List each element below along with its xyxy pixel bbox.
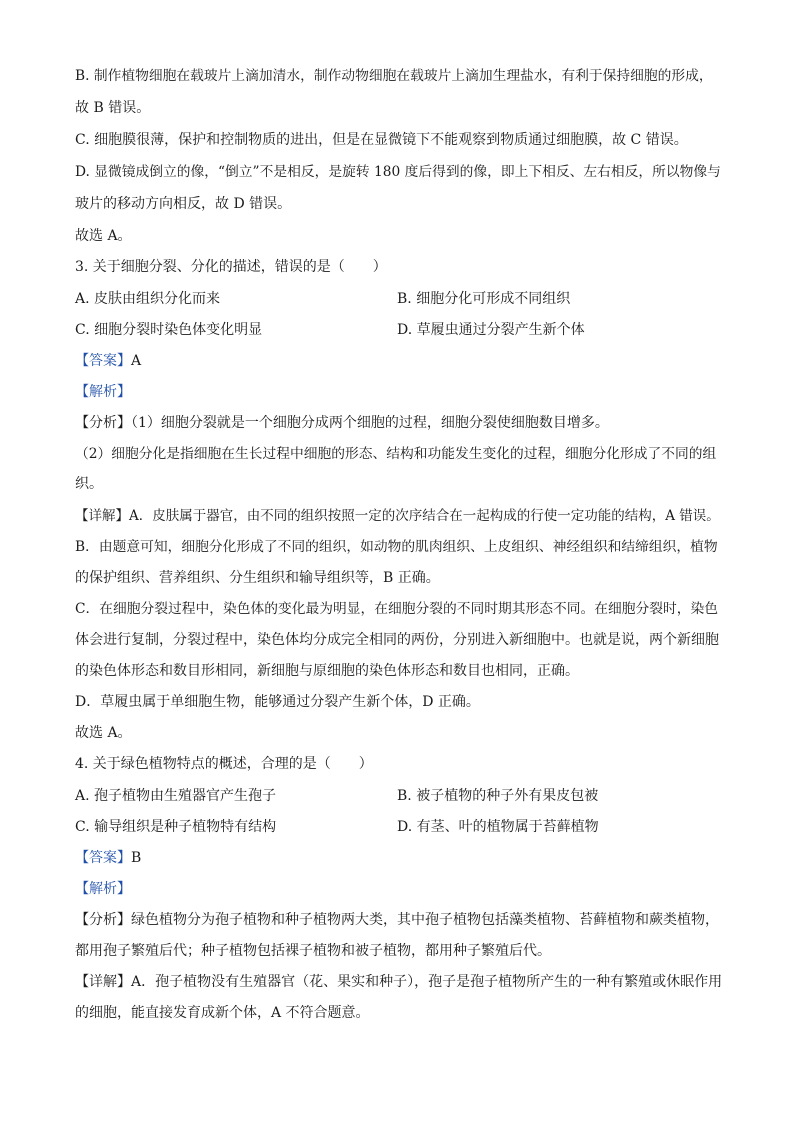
q3-detail-c3: 的染色体形态和数目形相同，新细胞与原细胞的染色体形态和数目也相同，正确。 [75,663,579,679]
q3-option-c: C. 细胞分裂时染色体变化明显 [75,322,263,338]
q3-option-a: A. 皮肤由组织分化而来 [75,291,221,307]
answer-tag: 【答案】 [75,353,131,369]
text-line: B. 制作植物细胞在载玻片上滴加清水，制作动物细胞在载玻片上滴加生理盐水，有利于保持细胞的形成， [75,68,713,84]
q3-fenxi-1 [75,413,609,433]
q3-detail-b2: 的保护组织、营养组织、分生组织和输导组织等，B 正确。 [75,570,440,586]
fenxi-text: 绿色植物分为孢子植物和种子植物两大类，其中孢子植物包括藻类植物、苔藓植物和蕨类植物， [131,912,719,928]
q4-fenxi-1 [75,910,719,930]
question-4-stem: 4. 关于绿色植物特点的概述，合理的是（ ） [75,756,373,772]
q3-detail-c2: 体会进行复制，分裂过程中，染色体均分成完全相同的两份，分别进入新细胞中。也就是说，两个新细胞 [75,632,719,648]
q3-option-d: D. 草履虫通过分裂产生新个体 [397,322,585,338]
text-line: 玻片的移动方向相反，故 D 错误。 [75,196,292,212]
text-line: 故选 A。 [75,228,132,244]
q3-detail-c1: C．在细胞分裂过程中，染色体的变化最为明显，在细胞分裂的不同时期其形态不同。在细胞分裂时，染色 [75,601,719,617]
answer-value: A [131,353,142,369]
text-line: C. 细胞膜很薄，保护和控制物质的进出，但是在显微镜下不能观察到物质通过细胞膜，故 C 错误。 [75,132,688,148]
q3-detail-d: D．草履虫属于单细胞生物，能够通过分裂产生新个体，D 正确。 [75,694,480,710]
q3-fenxi-2b: 织。 [75,476,103,492]
detail-text: A．皮肤属于器官，由不同的组织按照一定的次序结合在一起构成的行使一定功能的结构，A 错误。 [129,508,720,524]
detail-text: A．孢子植物没有生殖器官（花、果实和种子），孢子是孢子植物所产生的一种有繁殖或休眠作用 [131,974,723,990]
q4-option-b: B. 被子植物的种子外有果皮包被 [397,788,599,804]
fenxi-tag: 【分析】 [75,912,131,928]
q3-option-b: B. 细胞分化可形成不同组织 [397,291,571,307]
q4-option-c: C. 输导组织是种子植物特有结构 [75,819,277,835]
q3-detail-b1: B．由题意可知，细胞分化形成了不同的组织，如动物的肌肉组织、上皮组织、神经组织和结缔组织，植物 [75,539,718,555]
q3-answer [75,351,141,371]
text-line: D. 显微镜成倒立的像，“倒立”不是相反，是旋转 180 度后得到的像，即上下相反、左右相反，所以物像与 [75,164,721,180]
q4-option-d: D. 有茎、叶的植物属于苔藓植物 [397,819,599,835]
q4-detail-a1 [75,972,722,992]
q4-analysis-tag: 【解析】 [75,881,131,897]
q4-fenxi-2: 都用孢子繁殖后代；种子植物包括裸子植物和被子植物，都用种子繁殖后代。 [75,943,551,959]
detail-tag: 【详解】 [75,508,129,524]
text-line: 故 B 错误。 [75,100,151,116]
q3-detail-a [75,506,720,526]
q4-detail-a2: 的细胞，能直接发育成新个体，A 不符合题意。 [75,1005,370,1021]
q3-analysis-tag: 【解析】 [75,384,131,400]
answer-value: B [131,850,142,866]
detail-tag: 【详解】 [75,974,131,990]
answer-tag: 【答案】 [75,850,131,866]
fenxi-text: （1）细胞分裂就是一个细胞分成两个细胞的过程，细胞分裂使细胞数目增多。 [131,415,609,431]
q3-fenxi-2a: （2）细胞分化是指细胞在生长过程中细胞的形态、结构和功能发生变化的过程，细胞分化形成了不同的组 [75,446,717,462]
question-3-stem: 3. 关于细胞分裂、分化的描述，错误的是（ ） [75,259,387,275]
q4-option-a: A. 孢子植物由生殖器官产生孢子 [75,788,277,804]
q3-choose: 故选 A。 [75,725,132,741]
fenxi-tag: 【分析】 [75,415,131,431]
q4-answer [75,848,141,868]
